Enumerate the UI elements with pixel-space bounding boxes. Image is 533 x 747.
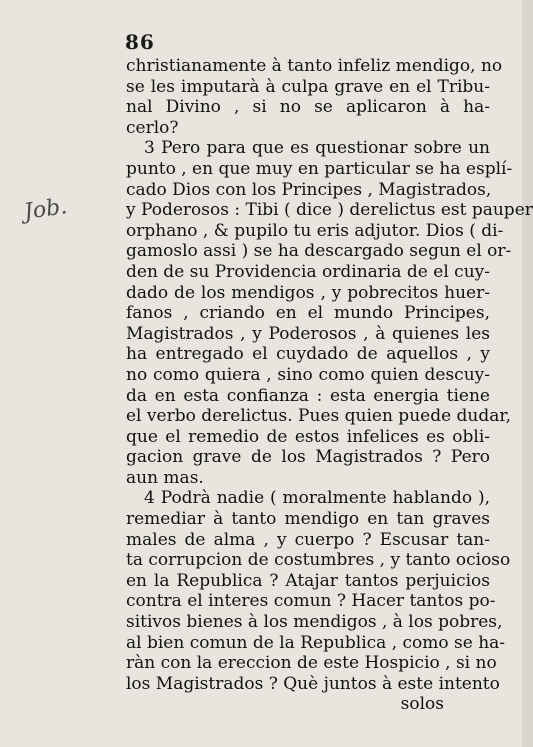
text-line: gacion grave de los Magistrados ? Pero (126, 447, 490, 468)
text-line: que el remedio de estos infelices es obli- (126, 426, 490, 447)
text-line: da en esta confianza : esta energia tiene (126, 385, 490, 406)
text-line: el verbo derelictus. Pues quien puede dudar, (126, 406, 512, 427)
text-line: sitivos bienes à los mendigos , à los pobres, (126, 612, 503, 633)
text-line: solos (400, 694, 444, 715)
text-line: cado Dios con los Principes , Magistrados, (126, 179, 492, 200)
text-line: 3 Pero para que es questionar sobre un (144, 138, 490, 159)
text-line: en la Republica ? Atajar tantos perjuicios (126, 570, 490, 591)
text-line: ta corrupcion de costumbres , y tanto ocioso (126, 550, 511, 571)
text-line: punto , en que muy en particular se ha esplí- (126, 158, 513, 179)
text-line: no como quiera , sino como quien descuy- (126, 364, 490, 385)
handwritten-margin-note: Job. (22, 194, 69, 225)
text-line: dado de los mendigos , y pobrecitos huer- (126, 282, 490, 303)
text-line: gamoslo assi ) se ha descargado segun el or- (126, 241, 512, 262)
text-line: ràn con la ereccion de este Hospicio , si no (126, 653, 497, 674)
text-line: se les imputarà à culpa grave en el Tribu- (126, 76, 490, 97)
text-line: remediar à tanto mendigo en tan graves (126, 509, 490, 530)
text-line: den de su Providencia ordinaria de el cuy- (126, 261, 490, 282)
body-text (126, 56, 533, 715)
text-line: 4 Podrà nadie ( moralmente hablando ), (144, 488, 490, 509)
text-line: cerlo? (126, 117, 179, 138)
page-number: 86 (125, 30, 155, 54)
text-line: al bien comun de la Republica , como se ha- (126, 632, 506, 653)
text-line: aun mas. (126, 467, 204, 488)
text-line: orphano , & pupilo tu eris adjutor. Dios ( di- (126, 220, 504, 241)
text-line: christianamente à tanto infeliz mendigo, no (126, 56, 503, 76)
text-line: Magistrados , y Poderosos , à quienes les (126, 323, 490, 344)
text-line: males de alma , y cuerpo ? Escusar tan- (126, 529, 490, 550)
text-line: los Magistrados ? Què juntos à este intento (126, 673, 500, 694)
text-line: contra el interes comun ? Hacer tantos po- (126, 591, 496, 612)
text-line: ha entregado el cuydado de aquellos , y (126, 344, 490, 365)
text-line: y Poderosos : Tibi ( dice ) derelictus est pauper (126, 200, 533, 221)
text-line: nal Divino , si no se aplicaron à ha- (126, 97, 490, 118)
text-line: fanos , criando en el mundo Principes, (126, 303, 490, 324)
